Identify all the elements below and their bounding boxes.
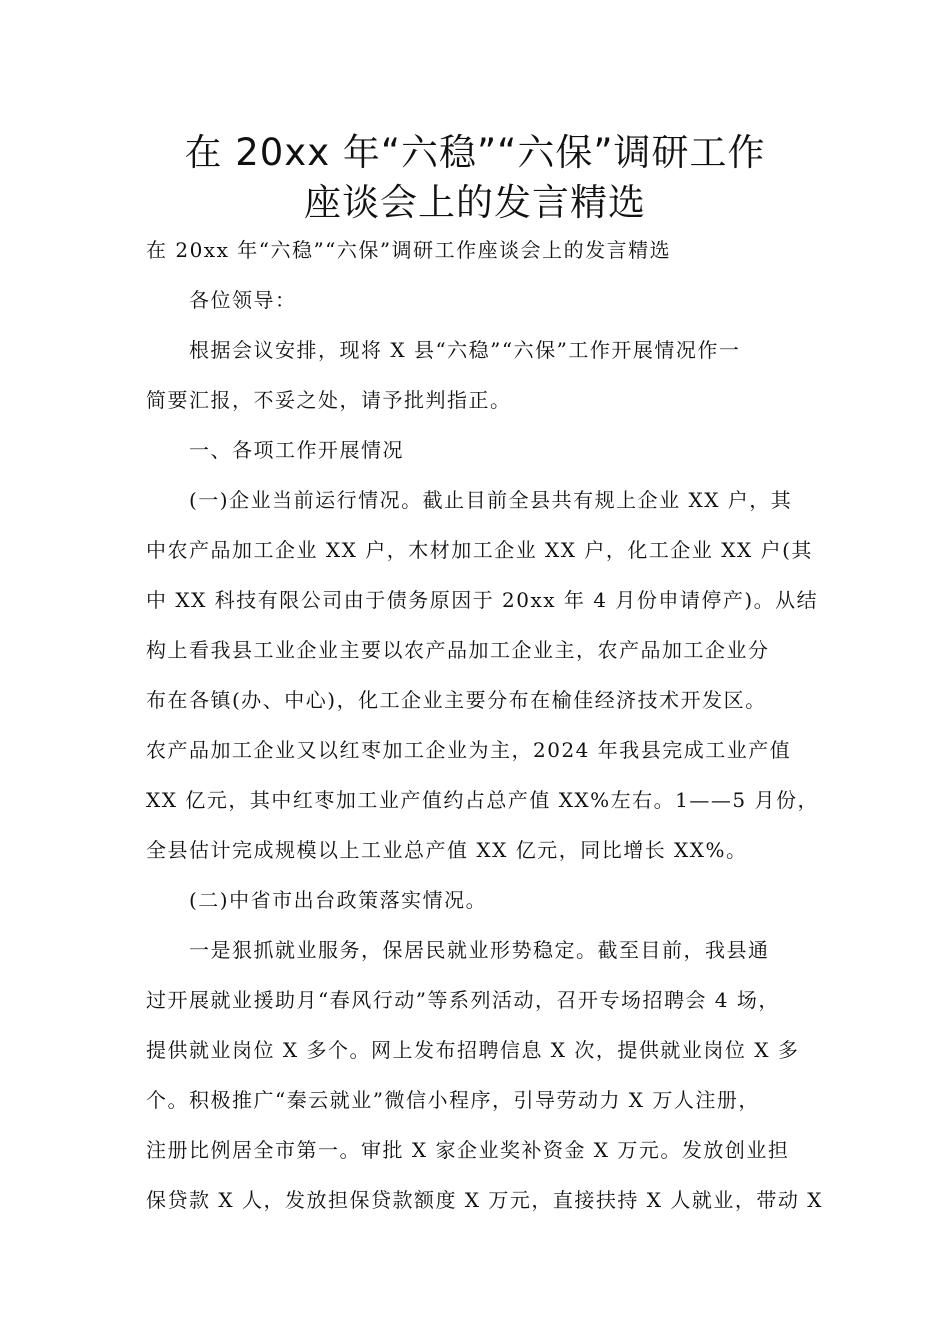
body-line: 保贷款 X 人，发放担保贷款额度 X 万元，直接扶持 X 人就业，带动 X	[146, 1188, 823, 1212]
body-line: (一)企业当前运行情况。截止目前全县共有规上企业 XX 户，其	[146, 488, 793, 512]
body-line: 中 XX 科技有限公司由于债务原因于 20xx 年 4 月份申请停产)。从结	[146, 588, 819, 612]
salutation-line: 各位领导：	[146, 288, 297, 312]
body-line: 一是狠抓就业服务，保居民就业形势稳定。截至目前，我县通	[146, 938, 770, 962]
document-title-line-1: 在 20xx 年“六稳”“六保”调研工作	[184, 131, 766, 174]
body-line: 简要汇报，不妥之处，请予批判指正。	[146, 388, 512, 412]
body-line: 根据会议安排，现将 X 县“六稳”“六保”工作开展情况作一	[146, 338, 741, 362]
body-line: 注册比例居全市第一。审批 X 家企业奖补资金 X 万元。发放创业担	[146, 1138, 790, 1162]
subtitle-line: 在 20xx 年“六稳”“六保”调研工作座谈会上的发言精选	[146, 238, 672, 262]
body-line: 全县估计完成规模以上工业总产值 XX 亿元，同比增长 XX%。	[146, 838, 748, 862]
body-line: 布在各镇(办、中心)，化工企业主要分布在榆佳经济技术开发区。	[146, 688, 767, 712]
body-line: 农产品加工企业又以红枣加工企业为主，2024 年我县完成工业产值	[146, 738, 792, 762]
body-line: 提供就业岗位 X 多个。网上发布招聘信息 X 次，提供就业岗位 X 多	[146, 1038, 800, 1062]
section-heading: 一、各项工作开展情况	[146, 438, 404, 462]
body-line: 个。积极推广“秦云就业”微信小程序，引导劳动力 X 万人注册，	[146, 1088, 760, 1112]
body-line: 中农产品加工企业 XX 户，木材加工企业 XX 户，化工企业 XX 户(其	[146, 538, 813, 562]
body-line: XX 亿元，其中红枣加工业产值约占总产值 XX%左右。1——5 月份，	[146, 788, 819, 812]
body-line: 构上看我县工业企业主要以农产品加工企业主，农产品加工企业分	[146, 638, 770, 662]
body-line: 过开展就业援助月“春风行动”等系列活动，召开专场招聘会 4 场，	[146, 988, 780, 1012]
document-title-line-2: 座谈会上的发言精选	[304, 181, 646, 224]
subsection-heading: (二)中省市出台政策落实情况。	[146, 888, 488, 912]
